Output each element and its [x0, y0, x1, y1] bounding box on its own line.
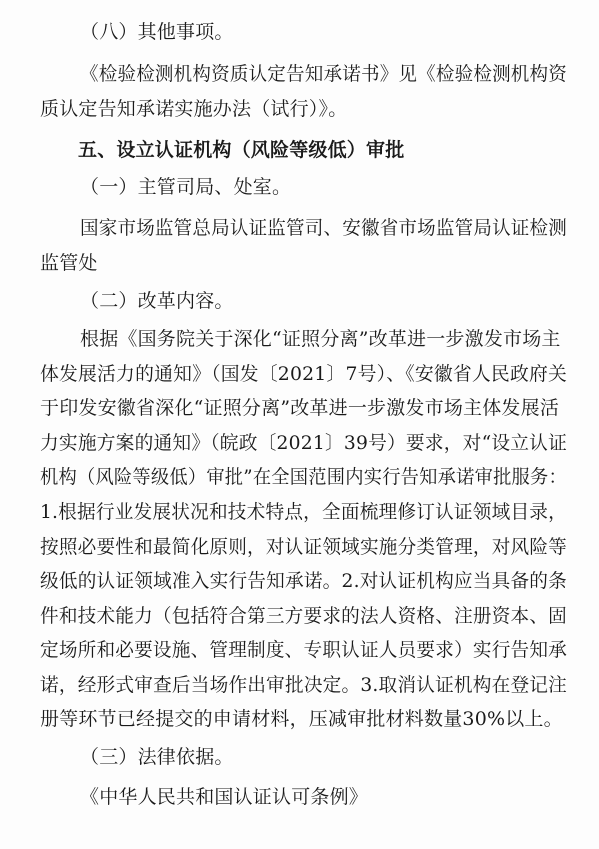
subsection-heading-reform: （二）改革内容。: [80, 290, 234, 312]
paragraph-line: 级低的认证领域准入实行告知承诺。2.对认证机构应当具备的条: [40, 570, 567, 592]
paragraph-line: 诺，经形式审查后当场作出审批决定。3.取消认证机构在登记注: [40, 674, 567, 696]
paragraph-line: 根据《国务院关于深化“证照分离”改革进一步激发市场主: [80, 328, 561, 350]
paragraph-line: 国家市场监管总局认证监管司、安徽省市场监管局认证检测: [80, 217, 567, 239]
paragraph-line: 力实施方案的通知》（皖政〔2021〕39号）要求，对“设立认证: [40, 432, 567, 454]
subsection-heading-other-matters: （八）其他事项。: [80, 21, 234, 43]
paragraph-line: 体发展活力的通知》（国发〔2021〕7号）、《安徽省人民政府关: [40, 363, 567, 385]
paragraph-line: 定场所和必要设施、管理制度、专职认证人员要求）实行告知承: [40, 639, 567, 661]
paragraph-line: 监管处: [40, 252, 98, 274]
paragraph-line: 1.根据行业发展状况和技术特点，全面梳理修订认证领域目录，: [40, 501, 567, 523]
paragraph-line: 册等环节已经提交的申请材料，压减审批材料数量30%以上。: [40, 708, 563, 730]
section-heading-five: 五、设立认证机构（风险等级低）审批: [78, 139, 405, 161]
paragraph-line: 于印发安徽省深化“证照分离”改革进一步激发市场主体发展活: [40, 397, 560, 419]
paragraph-line: 质认定告知承诺实施办法（试行）》。: [40, 98, 348, 120]
paragraph-line: 机构（风险等级低）审批”在全国范围内实行告知承诺审批服务：: [40, 466, 567, 488]
paragraph-line: 件和技术能力（包括符合第三方要求的法人资格、注册资本、固: [40, 605, 567, 627]
paragraph-line: 《检验检测机构资质认定告知承诺书》见《检验检测机构资: [80, 63, 567, 85]
subsection-heading-authority: （一）主管司局、处室。: [80, 176, 292, 198]
subsection-heading-legal-basis: （三）法律依据。: [80, 746, 234, 768]
legal-basis-citation: 《中华人民共和国认证认可条例》: [80, 786, 369, 808]
paragraph-line: 按照必要性和最简化原则，对认证领域实施分类管理，对风险等: [40, 536, 567, 558]
